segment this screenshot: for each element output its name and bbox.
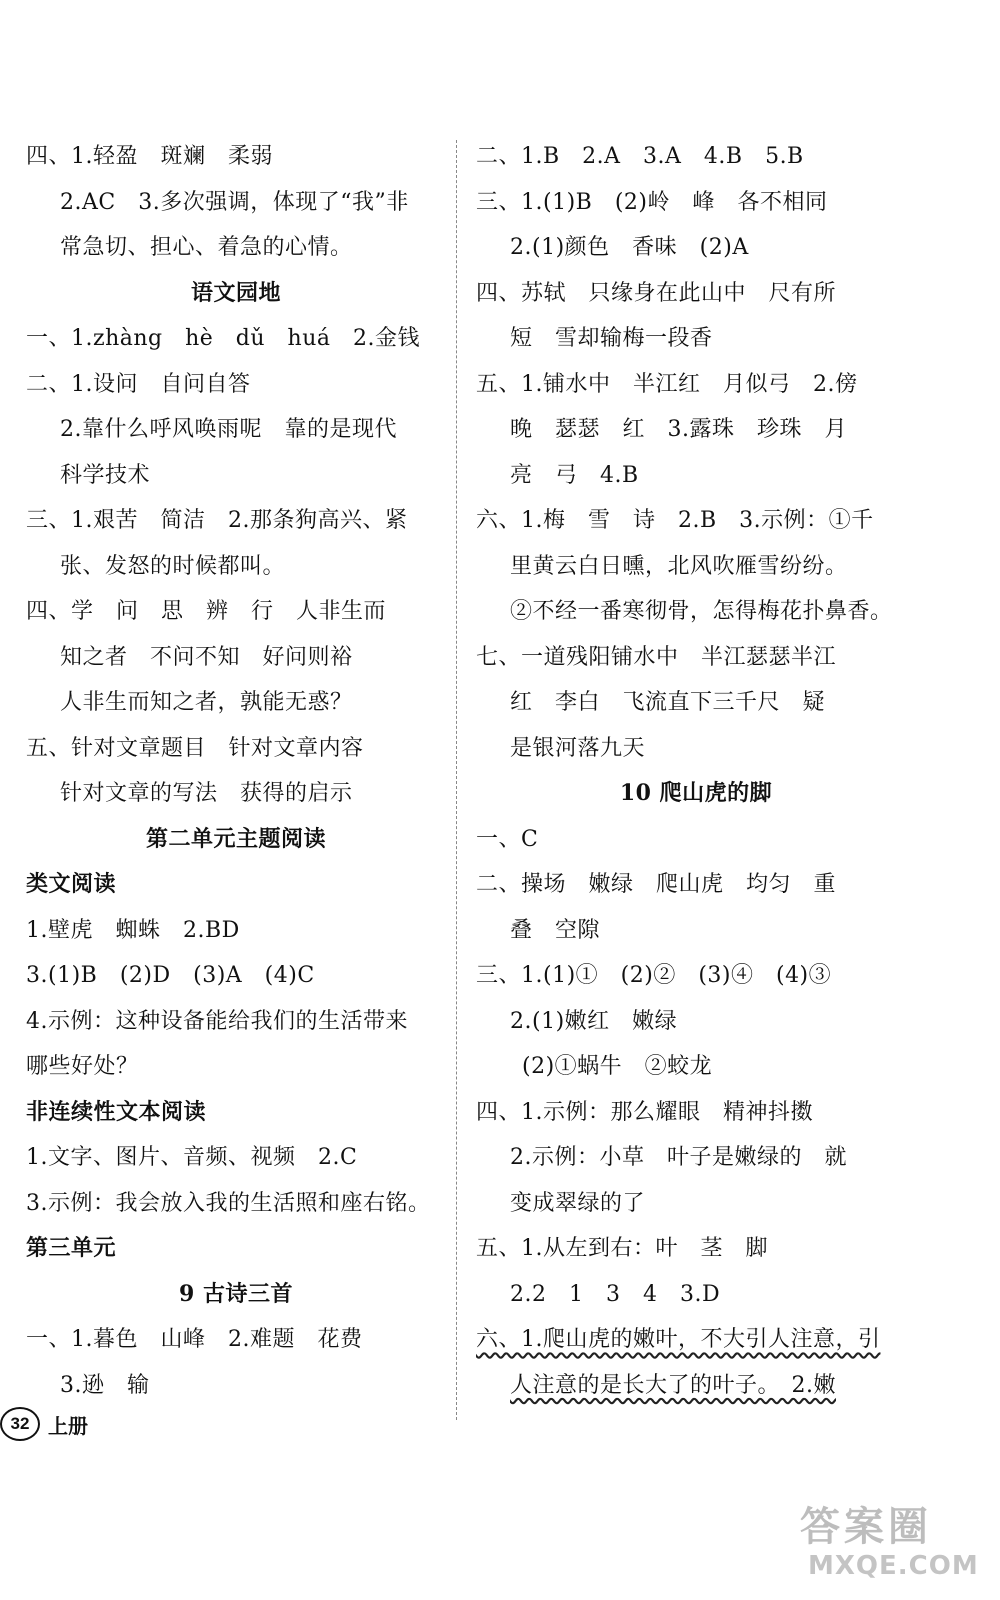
right-line: 红 李白 飞流直下三千尺 疑 [510, 690, 826, 715]
left-line: 语文园地 [190, 279, 281, 306]
right-line: (2)①蜗牛 ②蛟龙 [522, 1054, 713, 1079]
right-line: 二、1.B 2.A 3.A 4.B 5.B [476, 144, 804, 169]
left-line: 一、1.暮色 山峰 2.难题 花费 [26, 1327, 363, 1352]
left-line: 常急切、担心、着急的心情。 [60, 235, 353, 260]
right-line: 一、C [476, 826, 539, 852]
right-line: 10 爬山虎的脚 [619, 780, 773, 806]
left-line: 9 古诗三首 [179, 1280, 293, 1307]
right-line: 2.(1)颜色 香味 (2)A [510, 235, 749, 260]
left-line: 1.文字、图片、音频、视频 2.C [26, 1145, 358, 1170]
left-line: 4.示例：这种设备能给我们的生活带来 [26, 1008, 408, 1034]
right-line: 叠 空隙 [510, 917, 601, 943]
left-line: 一、1.zhàng hè dǔ huá 2.金钱 [26, 326, 421, 351]
left-line: 3.(1)B (2)D (3)A (4)C [26, 963, 315, 988]
right-line: 七、一道残阳铺水中 半江瑟瑟半江 [476, 644, 837, 670]
left-line: 类文阅读 [26, 871, 117, 897]
left-line: 科学技术 [60, 462, 151, 488]
left-line: 三、1.艰苦 简洁 2.那条狗高兴、紧 [26, 508, 408, 533]
left-line: 2.靠什么呼风唤雨呢 靠的是现代 [60, 417, 397, 442]
left-line: 四、学 问 思 辨 行 人非生而 [26, 599, 387, 624]
left-line: 针对文章的写法 获得的启示 [60, 781, 353, 806]
left-line: 五、针对文章题目 针对文章内容 [26, 735, 364, 761]
watermark-site: MXQE.COM [808, 1551, 979, 1581]
right-line: 三、1.(1)① (2)② (3)④ (4)③ [476, 963, 832, 988]
right-line: 五、1.从左到右：叶 茎 脚 [476, 1236, 768, 1261]
left-line: 第三单元 [26, 1235, 117, 1261]
left-line: 二、1.设问 自问自答 [26, 371, 251, 397]
volume-label: 上册 [48, 1413, 88, 1438]
left-line: 张、发怒的时候都叫。 [60, 553, 286, 579]
left-line: 2.AC 3.多次强调，体现了“我”非 [60, 189, 409, 215]
right-line: 晚 瑟瑟 红 3.露珠 珍珠 月 [510, 417, 847, 442]
right-line: 变成翠绿的了 [510, 1190, 646, 1216]
left-column [26, 134, 446, 1408]
left-line: 3.示例：我会放入我的生活照和座右铭。 [26, 1190, 431, 1216]
left-line: 第二单元主题阅读 [145, 825, 326, 852]
left-line: 知之者 不问不知 好问则裕 [60, 644, 353, 670]
column-divider [456, 140, 457, 1420]
left-line: 人非生而知之者，孰能无惑？ [60, 690, 353, 715]
left-line: 四、1.轻盈 斑斓 柔弱 [26, 144, 273, 169]
left-line: 哪些好处？ [26, 1054, 139, 1079]
right-line: 2.示例：小草 叶子是嫩绿的 就 [510, 1145, 847, 1170]
right-column [476, 134, 916, 1408]
left-line: 非连续性文本阅读 [26, 1098, 207, 1125]
watermark-logo: 答案圈 [800, 1504, 932, 1550]
right-line: 四、1.示例：那么耀眼 精神抖擞 [476, 1099, 813, 1125]
page-footer [0, 1406, 88, 1442]
right-line: 2.(1)嫩红 嫩绿 [510, 1008, 678, 1034]
right-line: 短 雪却输梅一段香 [510, 326, 713, 351]
right-line: ②不经一番寒彻骨，怎得梅花扑鼻香。 [510, 599, 893, 624]
page-number: 32 [0, 1407, 40, 1441]
right-line: 是银河落九天 [510, 735, 646, 761]
right-line: 六、1.爬山虎的嫩叶，不大引人注意，引 [476, 1327, 881, 1352]
right-line: 亮 弓 4.B [510, 462, 639, 488]
left-line: 3.逊 输 [60, 1372, 150, 1398]
right-line: 五、1.铺水中 半江红 月似弓 2.傍 [476, 371, 858, 397]
right-line: 六、1.梅 雪 诗 2.B 3.示例：①千 [476, 508, 874, 533]
right-line: 人注意的是长大了的叶子。 2.嫩 [510, 1372, 836, 1398]
right-line: 二、操场 嫩绿 爬山虎 均匀 重 [476, 872, 837, 897]
watermark [800, 1495, 995, 1595]
right-line: 2.2 1 3 4 3.D [510, 1281, 721, 1307]
right-line: 三、1.(1)B (2)岭 峰 各不相同 [476, 189, 828, 215]
right-line: 里黄云白日曛，北风吹雁雪纷纷。 [510, 553, 848, 579]
right-line: 四、苏轼 只缘身在此山中 尺有所 [476, 280, 837, 306]
left-line: 1.壁虎 蜘蛛 2.BD [26, 917, 240, 943]
